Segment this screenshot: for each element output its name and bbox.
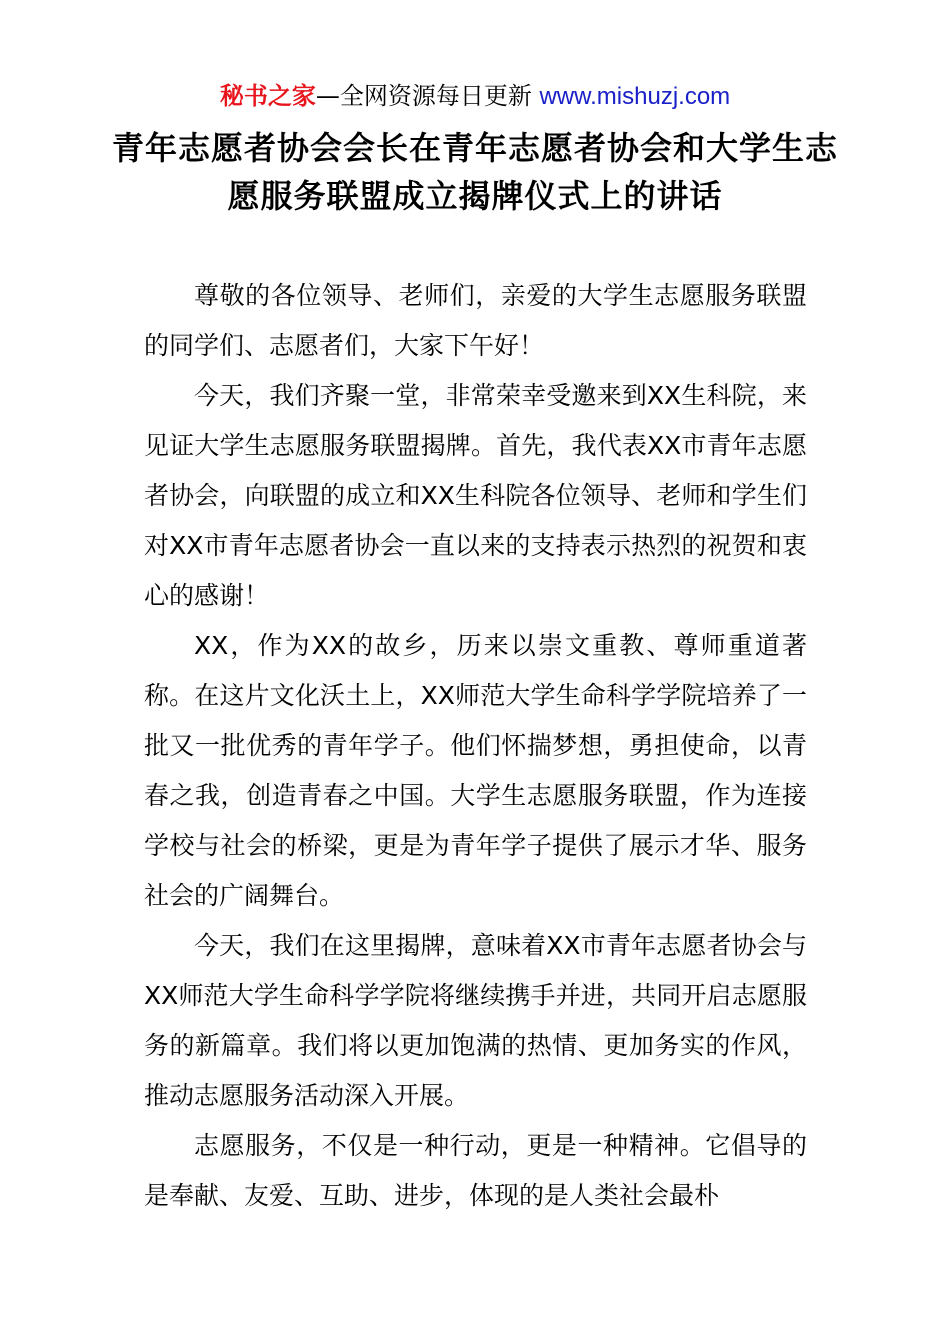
paragraph-significance: 今天，我们在这里揭牌，意味着XX市青年志愿者协会与XX师范大学生命科学学院将继续携手并进，共同开启志愿服务的新篇章。我们将以更加饱满的热情、更加务实的作风，推动志愿服务活动深入开展。: [144, 931, 807, 1110]
document-body: [144, 271, 807, 1221]
site-tagline: —全网资源每日更新: [315, 82, 532, 110]
paragraph-background: XX，作为XX的故乡，历来以崇文重教、尊师重道著称。在这片文化沃土上，XX师范大学生命科学学院培养了一批又一批优秀的青年学子。他们怀揣梦想，勇担使命，以青春之我，创造青春之中国。大学生志愿服务联盟，作为连接学校与社会的桥梁，更是为青年学子提供了展示才华、服务社会的广阔舞台。: [144, 631, 807, 910]
site-header: [0, 80, 950, 113]
document-title: 青年志愿者协会会长在青年志愿者协会和大学生志愿服务联盟成立揭牌仪式上的讲话: [111, 129, 838, 215]
site-url-link[interactable]: www.mishuzj.com: [539, 83, 731, 110]
site-brand: 秘书之家: [219, 82, 316, 110]
paragraph-welcome: 今天，我们齐聚一堂，非常荣幸受邀来到XX生科院，来见证大学生志愿服务联盟揭牌。首先，我代表XX市青年志愿者协会，向联盟的成立和XX生科院各位领导、老师和学生们对XX市青年志愿者协会一直以来的支持表示热烈的祝贺和衷心的感谢！: [144, 381, 807, 610]
paragraph-volunteer-spirit: 志愿服务，不仅是一种行动，更是一种精神。它倡导的是奉献、友爱、互助、进步，体现的是人类社会最朴: [144, 1131, 807, 1210]
paragraph-greeting: 尊敬的各位领导、老师们，亲爱的大学生志愿服务联盟的同学们、志愿者们，大家下午好！: [144, 281, 807, 360]
